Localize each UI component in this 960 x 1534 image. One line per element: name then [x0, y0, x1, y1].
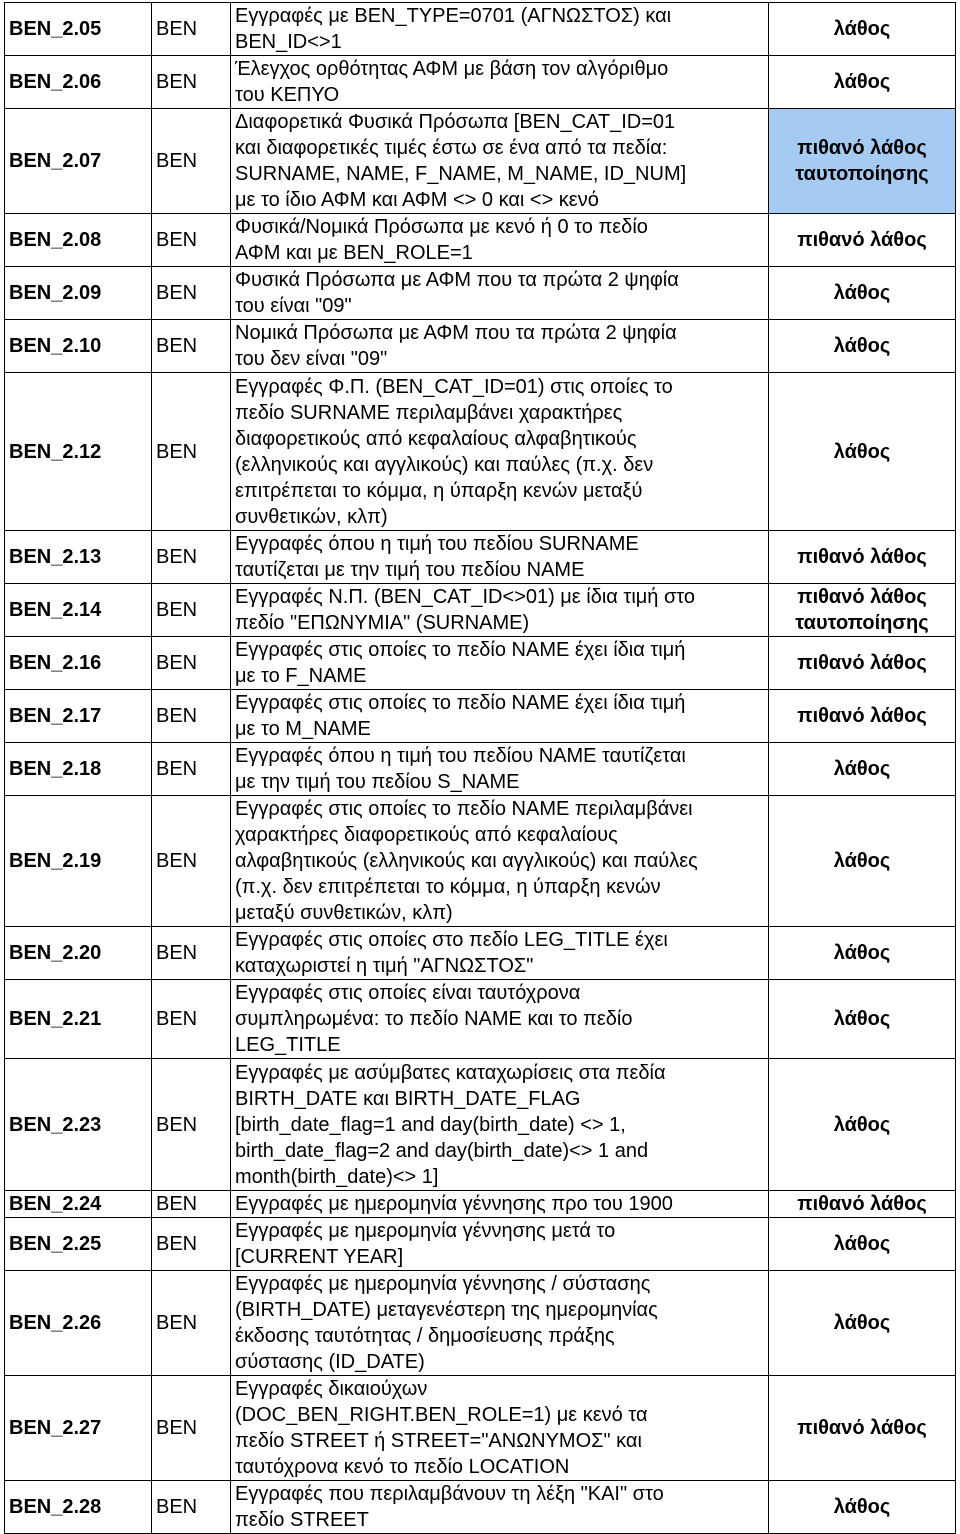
check-code-cell: BEN_2.28 [5, 1481, 152, 1534]
description-cell: Διαφορετικά Φυσικά Πρόσωπα [BEN_CAT_ID=01 και διαφορετικές τιμές έστω σε ένα από τα πεδία: SURNAME, NAME, F_NAME, M_NAME, ID_NUM] με το ίδιο ΑΦΜ και ΑΦΜ <> 0 και <> κενό [231, 109, 769, 214]
check-code-cell: BEN_2.14 [5, 583, 152, 636]
severity-cell: λάθος [769, 56, 956, 109]
table-row [5, 56, 956, 109]
check-code-cell: BEN_2.20 [5, 927, 152, 980]
severity-cell: λάθος [769, 1270, 956, 1375]
check-code-cell: BEN_2.07 [5, 109, 152, 214]
table-row [5, 530, 956, 583]
description-cell: Εγγραφές με ημερομηνία γέννησης προ του 1900 [231, 1190, 769, 1217]
table-row [5, 214, 956, 267]
severity-cell: λάθος [769, 742, 956, 795]
check-code-cell: BEN_2.25 [5, 1217, 152, 1270]
check-code-cell: BEN_2.21 [5, 980, 152, 1059]
severity-cell: πιθανό λάθος [769, 214, 956, 267]
entity-cell: BEN [152, 1059, 231, 1190]
entity-cell: BEN [152, 56, 231, 109]
severity-cell: λάθος [769, 980, 956, 1059]
table-body [5, 3, 956, 1534]
entity-cell: BEN [152, 742, 231, 795]
severity-cell: πιθανό λάθος [769, 1190, 956, 1217]
check-code-cell: BEN_2.24 [5, 1190, 152, 1217]
table-row [5, 109, 956, 214]
description-cell: Εγγραφές όπου η τιμή του πεδίου NAME ταυτίζεται με την τιμή του πεδίου S_NAME [231, 742, 769, 795]
severity-cell: πιθανό λάθος [769, 1376, 956, 1481]
description-cell: Εγγραφές στις οποίες είναι ταυτόχρονα συμπληρωμένα: το πεδίο NAME και το πεδίο LEG_TITLE [231, 980, 769, 1059]
table-row [5, 1270, 956, 1375]
table-row [5, 1190, 956, 1217]
table-row [5, 927, 956, 980]
description-cell: Εγγραφές με ημερομηνία γέννησης μετά το [CURRENT YEAR] [231, 1217, 769, 1270]
entity-cell: BEN [152, 267, 231, 320]
severity-cell: πιθανό λάθος ταυτοποίησης [769, 583, 956, 636]
check-code-cell: BEN_2.26 [5, 1270, 152, 1375]
description-cell: Εγγραφές στις οποίες το πεδίο NAME έχει ίδια τιμή με το M_NAME [231, 689, 769, 742]
entity-cell: BEN [152, 583, 231, 636]
entity-cell: BEN [152, 109, 231, 214]
entity-cell: BEN [152, 1481, 231, 1534]
severity-cell: λάθος [769, 1217, 956, 1270]
description-cell: Εγγραφές Ν.Π. (BEN_CAT_ID<>01) με ίδια τιμή στο πεδίο "ΕΠΩΝΥΜΙΑ" (SURNAME) [231, 583, 769, 636]
severity-cell: λάθος [769, 795, 956, 926]
severity-cell: λάθος [769, 3, 956, 56]
severity-cell: λάθος [769, 1059, 956, 1190]
table-row [5, 267, 956, 320]
entity-cell: BEN [152, 636, 231, 689]
description-cell: Εγγραφές Φ.Π. (BEN_CAT_ID=01) στις οποίες το πεδίο SURNAME περιλαμβάνει χαρακτήρες διαφορετικούς από κεφαλαίους αλφαβητικούς (ελληνικούς και αγγλικούς) και παύλες (π.χ. δεν επιτρέπεται το κόμμα, η ύπαρξη κενών μεταξύ συνθετικών, κλπ) [231, 373, 769, 531]
check-code-cell: BEN_2.12 [5, 373, 152, 531]
description-cell: Εγγραφές στις οποίες στο πεδίο LEG_TITLE έχει καταχωριστεί η τιμή "ΑΓΝΩΣΤΟΣ" [231, 927, 769, 980]
table-row [5, 1376, 956, 1481]
check-code-cell: BEN_2.05 [5, 3, 152, 56]
check-code-cell: BEN_2.17 [5, 689, 152, 742]
table-row [5, 689, 956, 742]
description-cell: Εγγραφές με BEN_TYPE=0701 (ΑΓΝΩΣΤΟΣ) και BEN_ID<>1 [231, 3, 769, 56]
entity-cell: BEN [152, 689, 231, 742]
check-code-cell: BEN_2.16 [5, 636, 152, 689]
severity-cell: λάθος [769, 373, 956, 531]
check-code-cell: BEN_2.19 [5, 795, 152, 926]
entity-cell: BEN [152, 320, 231, 373]
check-code-cell: BEN_2.27 [5, 1376, 152, 1481]
table-row [5, 795, 956, 926]
description-cell: Έλεγχος ορθότητας ΑΦΜ με βάση τον αλγόριθμο του ΚΕΠΥΟ [231, 56, 769, 109]
check-code-cell: BEN_2.10 [5, 320, 152, 373]
table-row [5, 742, 956, 795]
entity-cell: BEN [152, 3, 231, 56]
description-cell: Φυσικά Πρόσωπα με ΑΦΜ που τα πρώτα 2 ψηφία του είναι "09" [231, 267, 769, 320]
description-cell: Εγγραφές όπου η τιμή του πεδίου SURNAME ταυτίζεται με την τιμή του πεδίου NAME [231, 530, 769, 583]
check-code-cell: BEN_2.23 [5, 1059, 152, 1190]
table-row [5, 3, 956, 56]
entity-cell: BEN [152, 1217, 231, 1270]
table-row [5, 1059, 956, 1190]
table-row [5, 980, 956, 1059]
table-row [5, 373, 956, 531]
entity-cell: BEN [152, 1270, 231, 1375]
table-row [5, 636, 956, 689]
check-code-cell: BEN_2.13 [5, 530, 152, 583]
severity-cell: λάθος [769, 1481, 956, 1534]
description-cell: Εγγραφές δικαιούχων (DOC_BEN_RIGHT.BEN_ROLE=1) με κενό τα πεδίο STREET ή STREET="ΑΝΩΝΥΜΟΣ" και ταυτόχρονα κενό το πεδίο LOCATION [231, 1376, 769, 1481]
description-cell: Νομικά Πρόσωπα με ΑΦΜ που τα πρώτα 2 ψηφία του δεν είναι "09" [231, 320, 769, 373]
severity-cell: πιθανό λάθος [769, 530, 956, 583]
entity-cell: BEN [152, 980, 231, 1059]
severity-cell: λάθος [769, 320, 956, 373]
table-row [5, 320, 956, 373]
check-code-cell: BEN_2.09 [5, 267, 152, 320]
check-code-cell: BEN_2.18 [5, 742, 152, 795]
entity-cell: BEN [152, 795, 231, 926]
entity-cell: BEN [152, 1376, 231, 1481]
entity-cell: BEN [152, 373, 231, 531]
description-cell: Εγγραφές που περιλαμβάνουν τη λέξη "ΚΑΙ" στο πεδίο STREET [231, 1481, 769, 1534]
table-row [5, 1217, 956, 1270]
entity-cell: BEN [152, 1190, 231, 1217]
check-code-cell: BEN_2.06 [5, 56, 152, 109]
severity-cell: λάθος [769, 927, 956, 980]
description-cell: Φυσικά/Νομικά Πρόσωπα με κενό ή 0 το πεδίο ΑΦΜ και με BEN_ROLE=1 [231, 214, 769, 267]
severity-cell: πιθανό λάθος [769, 636, 956, 689]
check-code-cell: BEN_2.08 [5, 214, 152, 267]
description-cell: Εγγραφές στις οποίες το πεδίο NAME περιλαμβάνει χαρακτήρες διαφορετικούς από κεφαλαίους αλφαβητικούς (ελληνικούς και αγγλικούς) και παύλες (π.χ. δεν επιτρέπεται το κόμμα, η ύπαρξη κενών μεταξύ συνθετικών, κλπ) [231, 795, 769, 926]
description-cell: Εγγραφές με ημερομηνία γέννησης / σύστασης (BIRTH_DATE) μεταγενέστερη της ημερομηνίας έκδοσης ταυτότητας / δημοσίευσης πράξης σύστασης (ID_DATE) [231, 1270, 769, 1375]
entity-cell: BEN [152, 530, 231, 583]
entity-cell: BEN [152, 927, 231, 980]
table-row [5, 1481, 956, 1534]
severity-cell: πιθανό λάθος [769, 689, 956, 742]
validation-checks-table [4, 2, 956, 1534]
table-row [5, 583, 956, 636]
entity-cell: BEN [152, 214, 231, 267]
description-cell: Εγγραφές με ασύμβατες καταχωρίσεις στα πεδία BIRTH_DATE και BIRTH_DATE_FLAG [birth_date_flag=1 and day(birth_date) <> 1, birth_date_flag=2 and day(birth_date)<> 1 and month(birth_date)<> 1] [231, 1059, 769, 1190]
severity-cell: λάθος [769, 267, 956, 320]
description-cell: Εγγραφές στις οποίες το πεδίο NAME έχει ίδια τιμή με το F_NAME [231, 636, 769, 689]
severity-cell: πιθανό λάθος ταυτοποίησης [769, 109, 956, 214]
